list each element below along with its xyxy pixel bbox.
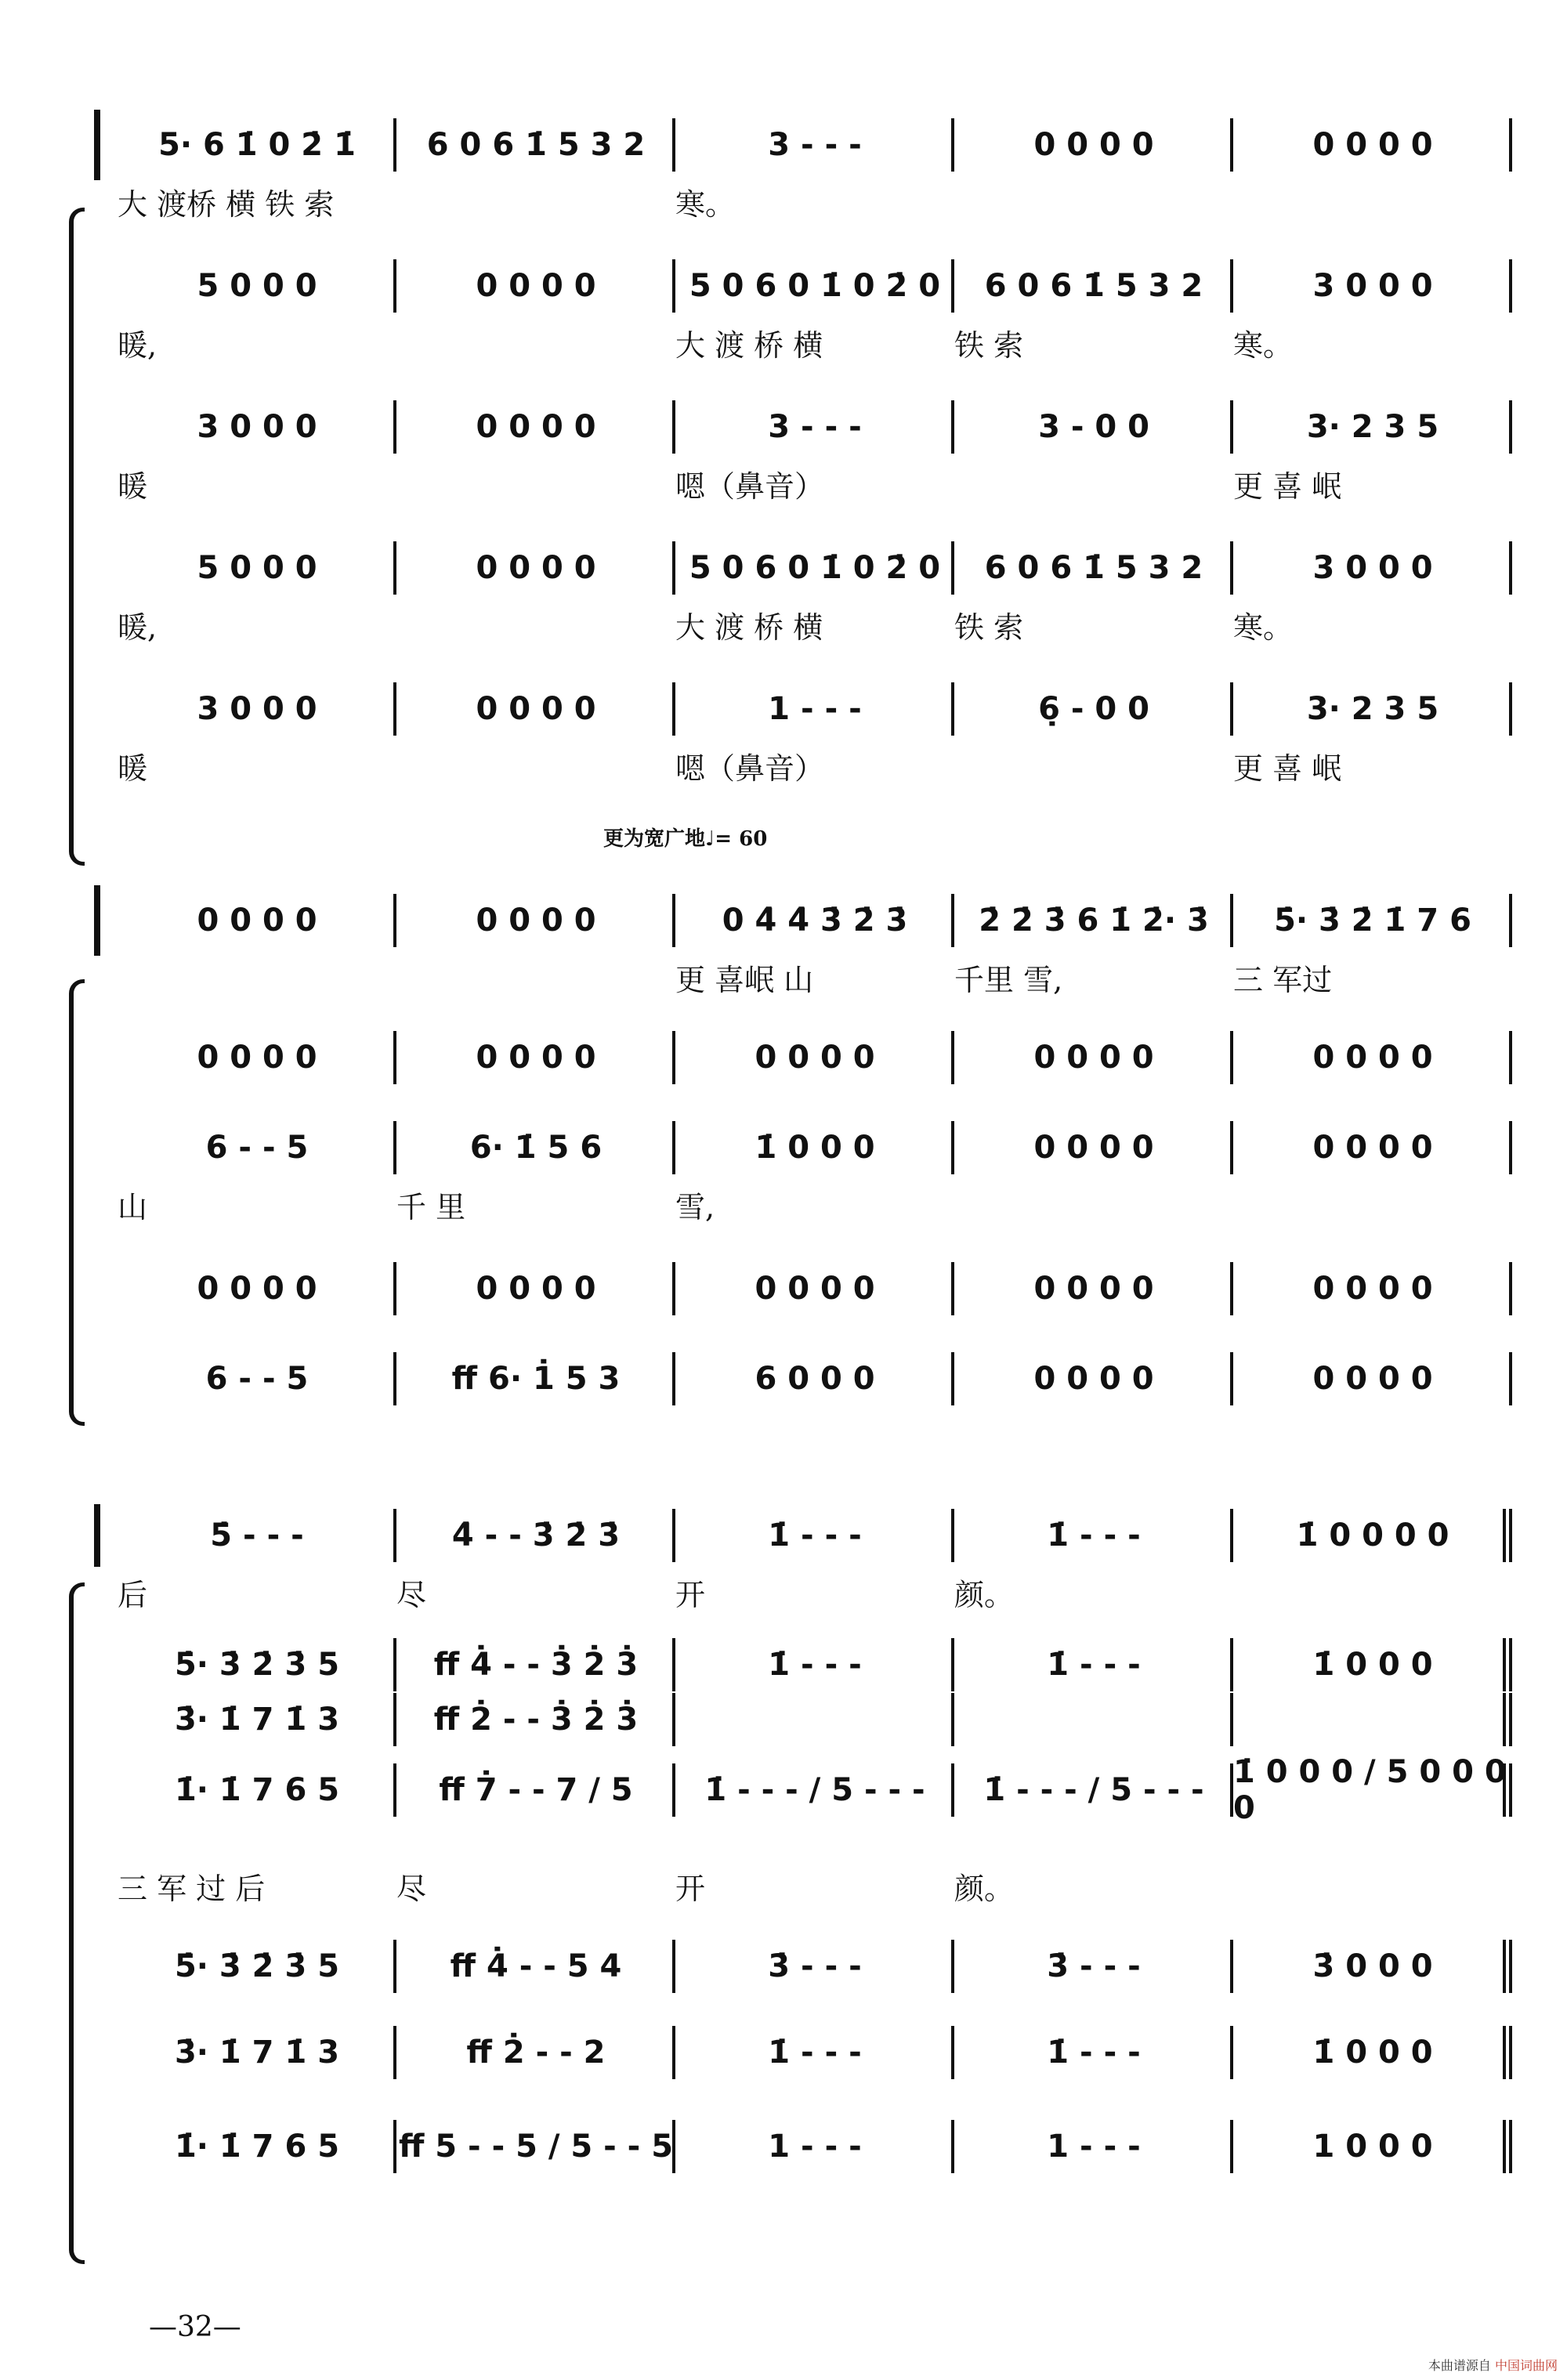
lyric: 三 军 过 后 [118,1872,266,1906]
measure: 1̇ 0 0 0 [1233,1641,1512,1688]
measure: 0 0 0 0 [954,1124,1233,1171]
lyric: 千里 雪, [954,963,1063,997]
measure: 1 - - - [675,2123,954,2170]
measure: 1̇ - - - [954,2029,1233,2076]
staff-voice-4 [0,1754,1567,1826]
measure: ff 2̇ - - 3̇ 2̇ 3̇ [396,1696,675,1743]
measure: 1̇· 1̇ 7 6 5 [118,2123,396,2170]
measure: 0 0 0 0 [1233,1355,1512,1402]
staff-voice-2 [0,1034,1567,1081]
measure: 1̇ - - - [954,1512,1233,1559]
measure: 3 0 0 0 [1233,262,1512,309]
measure: 3· 2 3 5 [1233,685,1512,732]
measure: 5 0 0 0 [118,544,396,591]
lyric [1233,1571,1512,1610]
lyric: 寒。 [675,187,736,222]
lyric: 后 [118,1578,148,1612]
measure: 5̇· 3̇ 2̇ 3̇ 5 [118,1641,396,1688]
lyric: 铁 索 [954,328,1024,363]
measure: 5· 6 1̇ 0 2̇ 1̇ [118,121,396,168]
measure: 5 0 6 0 1̇ 0 2̇ 0 [675,262,954,309]
measure: 5̇ - - - [118,1512,396,1559]
measure: 5̇· 3̇ 2̇ 1̇ 7 6 [1233,897,1512,944]
measure: 1̇· 1̇ 7 6 5 [118,1767,396,1814]
measure: 0 0 0 0 [1233,1034,1512,1081]
lyric [954,1183,1233,1222]
measure: 0 0 0 0 [396,544,675,591]
lyric [954,180,1233,219]
lyric: 开 [675,1872,706,1906]
lyric: 开 [675,1578,706,1612]
measure: ff 7̇ - - 7 / 5 [396,1767,675,1814]
measure: 1̇ 0 0 0 [675,1124,954,1171]
measure: 5 0 0 0 [118,262,396,309]
lyric [396,603,675,642]
watermark-site: 中国词曲网 [1494,2358,1558,2373]
lyric [396,462,675,501]
lyric: 山 [118,1190,148,1224]
lyric: 更 喜 岷 [1233,469,1342,504]
staff-voice-2 [0,262,1567,309]
lyric: 大 渡 桥 横 [675,610,823,645]
lyric: 大 渡桥 横 铁 索 [118,187,335,222]
measure: 1̇ - - - / 5 - - - [675,1767,954,1814]
lyric: 暖 [118,751,148,786]
measure: 1̇ - - - [954,1641,1233,1688]
lyric: 寒。 [1233,610,1294,645]
measure: 1̇ - - - [675,2029,954,2076]
lyric [396,744,675,783]
staff-melody [0,1512,1567,1559]
measure: 3̇· 1̇ 7 1̇ 3 [118,2029,396,2076]
lyric: 千 里 [396,1190,466,1224]
staff-voice-5 [0,1943,1567,1990]
lyric: 大 渡 桥 横 [675,328,823,363]
measure: 6 0 6 1̇ 5 3 2 [954,544,1233,591]
lyric: 寒。 [1233,328,1294,363]
measure: 0 0 0 0 [1233,121,1512,168]
measure: 0 0 0 0 [675,1265,954,1312]
measure [954,1696,1233,1743]
staff-voice-7 [0,2123,1567,2170]
watermark [1428,2356,1558,2374]
measure: 3 0 0 0 [118,685,396,732]
lyric: 尽 [396,1872,427,1906]
measure: 6 0 6 1̇ 5 3 2 [954,262,1233,309]
measure: 0 0 0 0 [396,1034,675,1081]
measure: 0 0 0 0 [396,262,675,309]
lyric: 暖, [118,610,157,645]
staff-voice-4 [0,1265,1567,1312]
lyric: 颜。 [954,1872,1015,1906]
lyric: 嗯（鼻音） [675,751,825,786]
measure: 0 0 0 0 [118,897,396,944]
lyric [396,180,675,219]
lyric-line [118,1865,1512,1904]
lyric [954,744,1233,783]
lyric-line [118,1183,1512,1222]
measure: 3 - 0 0 [954,403,1233,450]
measure: ff 4̇ - - 5 4 [396,1943,675,1990]
measure: 0 0 0 0 [118,1265,396,1312]
measure [1233,1696,1512,1743]
measure: 1̇ 0 0 0 / 5 0 0 0 0 [1233,1767,1512,1814]
measure: 0 0 0 0 [396,897,675,944]
staff-voice-3 [0,1696,1567,1743]
measure: 6 - - 5 [118,1355,396,1402]
measure: ff 2̇ - - 2 [396,2029,675,2076]
lyric [118,956,396,995]
measure: 3̇ - - - [675,1943,954,1990]
staff-voice-5 [0,685,1567,732]
lyric: 雪, [675,1190,715,1224]
measure: 1̇ 0 0 0 0 [1233,1512,1512,1559]
lyric: 更 喜 岷 [1233,751,1342,786]
page-number: —32— [149,2311,241,2343]
measure: 4̇ - - 3̇ 2̇ 3̇ [396,1512,675,1559]
measure: 3 0 0 0 [1233,544,1512,591]
lyric: 更 喜岷 山 [675,963,814,997]
lyric: 暖, [118,328,157,363]
lyric [1233,1183,1512,1222]
lyric-line [118,956,1512,995]
measure: 1 - - - [954,2123,1233,2170]
measure: 0 0 0 0 [1233,1124,1512,1171]
measure [675,1696,954,1743]
staff-voice-3 [0,403,1567,450]
lyric-line [118,603,1512,645]
measure: 0 0 0 0 [954,1265,1233,1312]
measure: 6· 1̇ 5 6 [396,1124,675,1171]
measure: ff 6· 1̇ 5 3 [396,1355,675,1402]
staff-voice-3 [0,1124,1567,1171]
staff-melody [0,121,1567,168]
lyric-line [118,1571,1512,1610]
measure: 0 0 0 0 [1233,1265,1512,1312]
measure: 0 0 0 0 [954,1355,1233,1402]
lyric-line [118,321,1512,363]
measure: 0 0 0 0 [396,1265,675,1312]
lyric [396,956,675,995]
measure: 6̣ - 0 0 [954,685,1233,732]
watermark-source: 本曲谱源自 [1428,2358,1491,2373]
lyric-line [118,462,1512,504]
lyric-line [118,744,1512,786]
lyric: 颜。 [954,1578,1015,1612]
staff-voice-4 [0,544,1567,591]
lyric [954,462,1233,501]
measure: 5 0 6 0 1̇ 0 2̇ 0 [675,544,954,591]
lyric [1233,1865,1512,1904]
measure: 2̇ 2̇ 3̇ 6 1̇ 2̇· 3̇ [954,897,1233,944]
staff-melody [0,897,1567,944]
lyric: 三 军过 [1233,963,1333,997]
measure: 5̇· 3̇ 2̇ 3̇ 5 [118,1943,396,1990]
measure: 3̇· 1̇ 7 1̇ 3 [118,1696,396,1743]
measure: 6 0 6 1̇ 5 3 2 [396,121,675,168]
measure: ff 4̇ - - 3̇ 2̇ 3̇ [396,1641,675,1688]
measure: 1̇ - - - [675,1641,954,1688]
measure: 0 0 0 0 [675,1034,954,1081]
measure: ff 5 - - 5 / 5 - - 5 [396,2123,675,2170]
measure: 0 0 0 0 [396,403,675,450]
measure: 3 0 0 0 [118,403,396,450]
measure: 3 - - - [675,121,954,168]
lyric: 嗯（鼻音） [675,469,825,504]
measure: 3̇ - - - [954,1943,1233,1990]
measure: 6 - - 5 [118,1124,396,1171]
measure: 0 0 0 0 [954,1034,1233,1081]
measure: 3̇ 0 0 0 [1233,1943,1512,1990]
measure: 1 0 0 0 [1233,2123,1512,2170]
tempo-marking: 更为宽广地♩= 60 [603,827,768,851]
lyric: 铁 索 [954,610,1024,645]
lyric-line [118,180,1512,222]
measure: 0 4̇ 4̇ 3̇ 2̇ 3̇ [675,897,954,944]
measure: 6 0 0 0 [675,1355,954,1402]
lyric [1233,180,1512,219]
lyric: 暖 [118,469,148,504]
measure: 0 0 0 0 [954,121,1233,168]
staff-voice-5 [0,1355,1567,1402]
measure: 1̇ - - - / 5 - - - [954,1767,1233,1814]
measure: 1 - - - [675,685,954,732]
measure: 1̇ - - - [675,1512,954,1559]
measure: 0 0 0 0 [396,685,675,732]
measure: 1̇ 0 0 0 [1233,2029,1512,2076]
lyric: 尽 [396,1578,427,1612]
measure: 3 - - - [675,403,954,450]
staff-voice-6 [0,2029,1567,2076]
measure: 0 0 0 0 [118,1034,396,1081]
lyric [396,321,675,360]
measure: 3· 2 3 5 [1233,403,1512,450]
staff-voice-2 [0,1641,1567,1688]
